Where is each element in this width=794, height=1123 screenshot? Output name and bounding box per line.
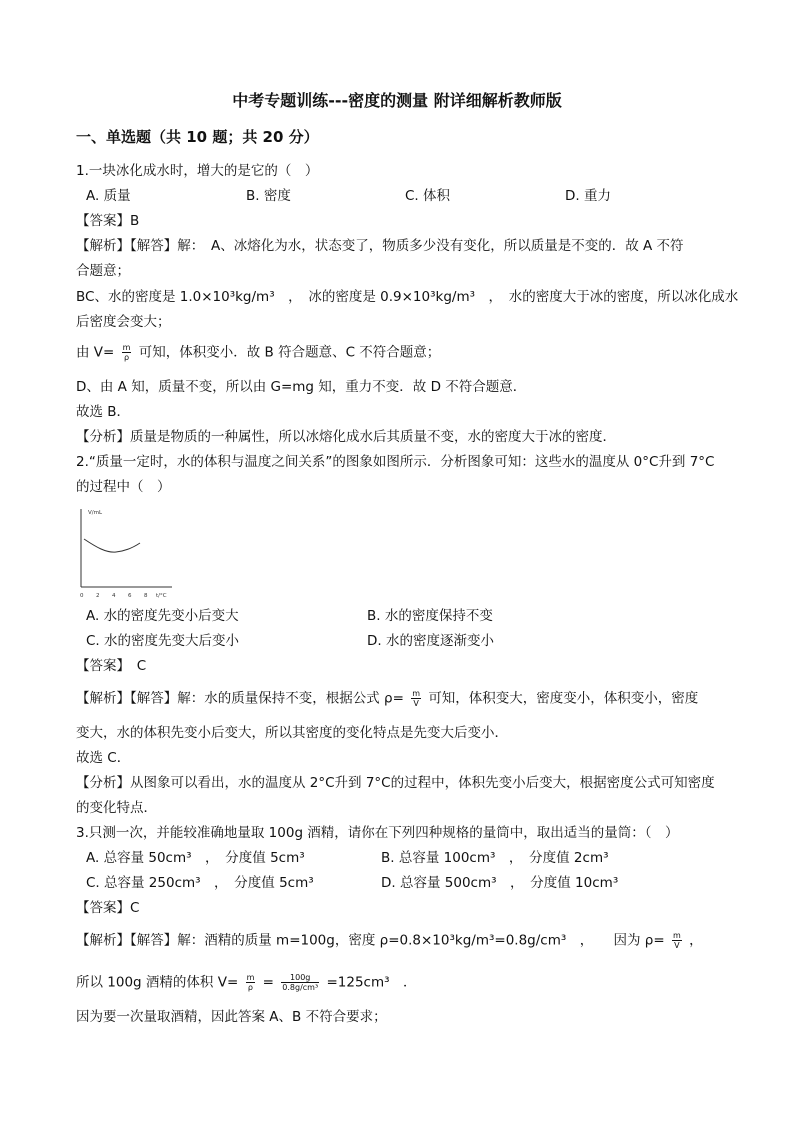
q3-volume-prefix: 所以 100g 酒精的体积 V= <box>76 974 239 991</box>
q3-fraction <box>281 973 319 992</box>
q1-answer: 【答案】B <box>76 213 140 229</box>
q1-option-d: D. 重力 <box>565 188 611 204</box>
q1-formula-prefix: 由 V= <box>76 344 115 361</box>
volume-temperature-graph <box>76 505 176 600</box>
graph-y-label: V/mL <box>88 510 103 516</box>
volume-curve <box>84 539 140 552</box>
q2-formula-suffix: 可知，体积变大，密度变小，体积变小，密度 <box>428 690 699 707</box>
q3-analysis-line: 因为要一次量取酒精，因此答案 A、B 不符合要求； <box>76 1009 387 1025</box>
q3-volume-formula-line <box>76 973 417 992</box>
q1-analysis-line: BC、水的密度是 1.0×10³kg/m³ ， 冰的密度是 0.9×10³kg/m³ ， 水的密度大于冰的密度，所以冰化成水 <box>76 289 739 305</box>
graph-tick-label: 2 <box>96 593 100 599</box>
fraction-denominator: ρ <box>124 353 130 362</box>
fraction-numerator: m <box>672 931 681 940</box>
q2-stem: 2.“质量一定时，水的体积与温度之间关系”的图象如图所示．分析图象可知：这些水的温度从 0°C升到 7°C <box>76 454 715 470</box>
fraction-denominator: ρ <box>247 983 253 992</box>
q2-formula-prefix: 【解析】【解答】解：水的质量保持不变，根据公式 ρ= <box>76 690 404 707</box>
q2-fenxi: 【分析】从图象可以看出，水的温度从 2°C升到 7°C的过程中，体积先变小后变大，根据密度公式可知密度 <box>76 775 715 791</box>
fraction-denominator: V <box>413 699 419 708</box>
q2-answer: 【答案】 C <box>76 658 147 674</box>
q2-option-c: C. 水的密度先变大后变小 <box>86 633 240 649</box>
q3-option-c: C. 总容量 250cm³ ， 分度值 5cm³ <box>86 875 314 891</box>
q2-fraction <box>411 689 421 708</box>
q1-option-c: C. 体积 <box>405 188 451 204</box>
q1-analysis-line: 后密度会变大； <box>76 314 171 330</box>
q1-fenxi: 【分析】质量是物质的一种属性，所以冰熔化成水后其质量不变，水的密度大于冰的密度． <box>76 429 616 445</box>
q1-option-b: B. 密度 <box>246 188 291 204</box>
q1-fraction <box>122 343 132 362</box>
q3-option-a: A. 总容量 50cm³ ， 分度值 5cm³ <box>86 850 305 866</box>
q2-conclusion: 故选 C． <box>76 750 131 766</box>
q3-formula-suffix: ， <box>689 932 703 949</box>
q2-stem: 的过程中（ ） <box>76 479 171 495</box>
graph-tick-label: 4 <box>112 593 116 599</box>
graph-tick-label: 0 <box>80 593 84 599</box>
q1-stem: 1.一块冰化成水时，增大的是它的（ ） <box>76 163 319 179</box>
q2-analysis-line: 变大，水的体积先变小后变大，所以其密度的变化特点是先变大后变小． <box>76 725 508 741</box>
q3-answer: 【答案】C <box>76 900 140 916</box>
q1-formula-suffix: 可知，体积变小．故 B 符合题意、C 不符合题意； <box>138 344 441 361</box>
q1-conclusion: 故选 B． <box>76 404 131 420</box>
fraction-numerator: m <box>246 973 255 982</box>
q3-option-b: B. 总容量 100cm³ ， 分度值 2cm³ <box>381 850 609 866</box>
graph-tick-label: 6 <box>128 593 132 599</box>
q2-analysis-formula-line <box>76 689 698 708</box>
fraction-denominator: 0.8g/cm³ <box>282 983 319 992</box>
section-heading: 一、单选题（共 10 题；共 20 分） <box>76 128 319 146</box>
fraction-numerator: 100g <box>281 973 319 983</box>
q3-option-d: D. 总容量 500cm³ ， 分度值 10cm³ <box>381 875 619 891</box>
q2-option-b: B. 水的密度保持不变 <box>367 608 493 624</box>
q1-analysis-line: 合题意； <box>76 263 130 279</box>
q3-analysis-formula-line <box>76 931 703 950</box>
fraction-numerator: m <box>122 343 131 352</box>
document-title: 中考专题训练---密度的测量 附详细解析教师版 <box>232 91 562 110</box>
q1-analysis-formula-line <box>76 343 440 362</box>
q3-fraction <box>246 973 256 992</box>
q3-formula-prefix: 【解析】【解答】解：酒精的质量 m=100g，密度 ρ=0.8×10³kg/m³=0.8g/cm³ ， 因为 ρ= <box>76 932 665 949</box>
fraction-numerator: m <box>412 689 421 698</box>
equals-sign: = <box>262 974 274 991</box>
q1-analysis-line: 【解析】【解答】解： A、冰熔化为水，状态变了，物质多少没有变化，所以质量是不变的．故 A 不符 <box>76 238 684 254</box>
graph-tick-label: 8 <box>144 593 148 599</box>
q2-option-d: D. 水的密度逐渐变小 <box>367 633 494 649</box>
fraction-denominator: V <box>674 941 680 950</box>
q3-fraction <box>672 931 682 950</box>
q2-option-a: A. 水的密度先变小后变大 <box>86 608 239 624</box>
q1-option-a: A. 质量 <box>86 188 131 204</box>
q1-analysis-line: D、由 A 知，质量不变，所以由 G=mg 知，重力不变．故 D 不符合题意． <box>76 379 527 395</box>
q2-fenxi: 的变化特点． <box>76 800 157 816</box>
q3-volume-result: =125cm³ ． <box>326 974 417 991</box>
graph-x-label: t/°C <box>156 593 167 599</box>
q3-stem: 3.只测一次，并能较准确地量取 100g 酒精，请你在下列四种规格的量筒中，取出适当的量筒：（ ） <box>76 825 679 841</box>
